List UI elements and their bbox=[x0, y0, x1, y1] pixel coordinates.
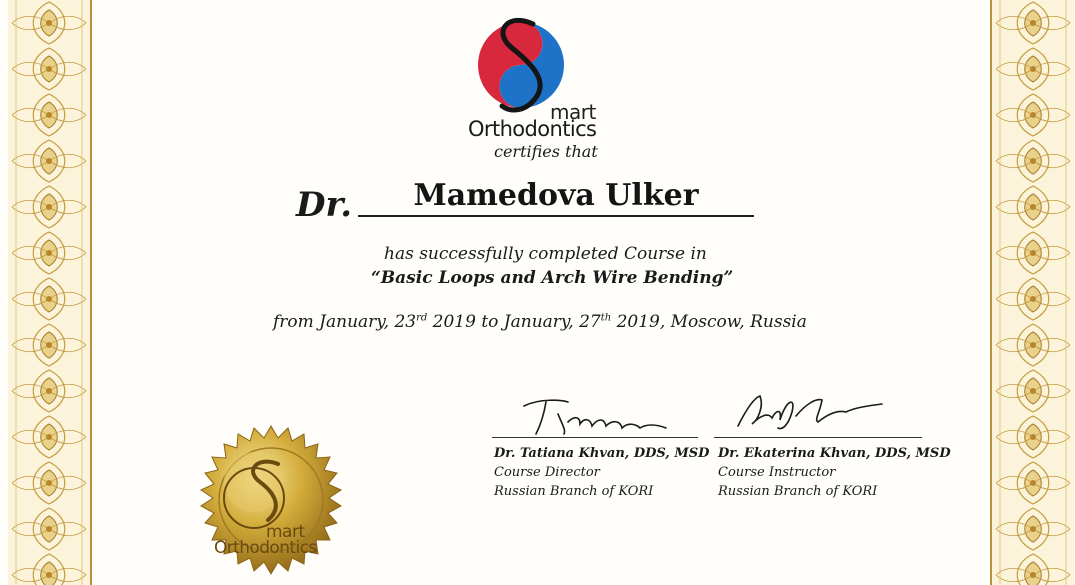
brand-name-suffix: mart bbox=[550, 100, 596, 124]
dates-start-suffix: rd bbox=[416, 312, 428, 324]
recipient-name: Mamedova Ulker bbox=[413, 178, 699, 213]
signature-line-director bbox=[492, 437, 698, 438]
signatory-role: Course Instructor bbox=[718, 465, 836, 480]
ornamental-border-right bbox=[992, 0, 1074, 585]
seal-name-suffix: mart bbox=[266, 522, 305, 542]
border-rule-left bbox=[90, 0, 92, 585]
gold-seal-icon bbox=[186, 424, 356, 585]
signature-director bbox=[510, 394, 670, 438]
completion-text: has successfully completed Course in bbox=[384, 244, 707, 264]
signatory-role: Course Director bbox=[494, 465, 600, 480]
signatory-name: Dr. Ekaterina Khvan, DDS, MSD bbox=[718, 446, 951, 461]
dates-from: from January, 23 bbox=[273, 312, 417, 332]
certifies-text: certifies that bbox=[494, 142, 598, 161]
course-title: “Basic Loops and Arch Wire Bending” bbox=[371, 268, 734, 288]
signature-line-instructor bbox=[714, 437, 922, 438]
dates-middle: 2019 to January, 27 bbox=[427, 312, 601, 332]
brand-name-line2: Orthodontics bbox=[468, 117, 597, 141]
brand-logo bbox=[460, 14, 630, 141]
border-rule-right bbox=[990, 0, 992, 585]
recipient-underline bbox=[358, 215, 754, 217]
signatory-name: Dr. Tatiana Khvan, DDS, MSD bbox=[494, 446, 710, 461]
ornamental-border-left bbox=[8, 0, 90, 585]
dates-end-suffix: th bbox=[600, 312, 612, 324]
course-dates bbox=[273, 312, 807, 332]
dates-tail: 2019, Moscow, Russia bbox=[611, 312, 807, 332]
signatory-org: Russian Branch of KORI bbox=[718, 484, 878, 499]
signature-instructor bbox=[730, 390, 890, 436]
recipient-prefix: Dr. bbox=[296, 185, 353, 225]
signatory-org: Russian Branch of KORI bbox=[494, 484, 654, 499]
seal-name-line2: Orthodontics bbox=[214, 538, 317, 558]
